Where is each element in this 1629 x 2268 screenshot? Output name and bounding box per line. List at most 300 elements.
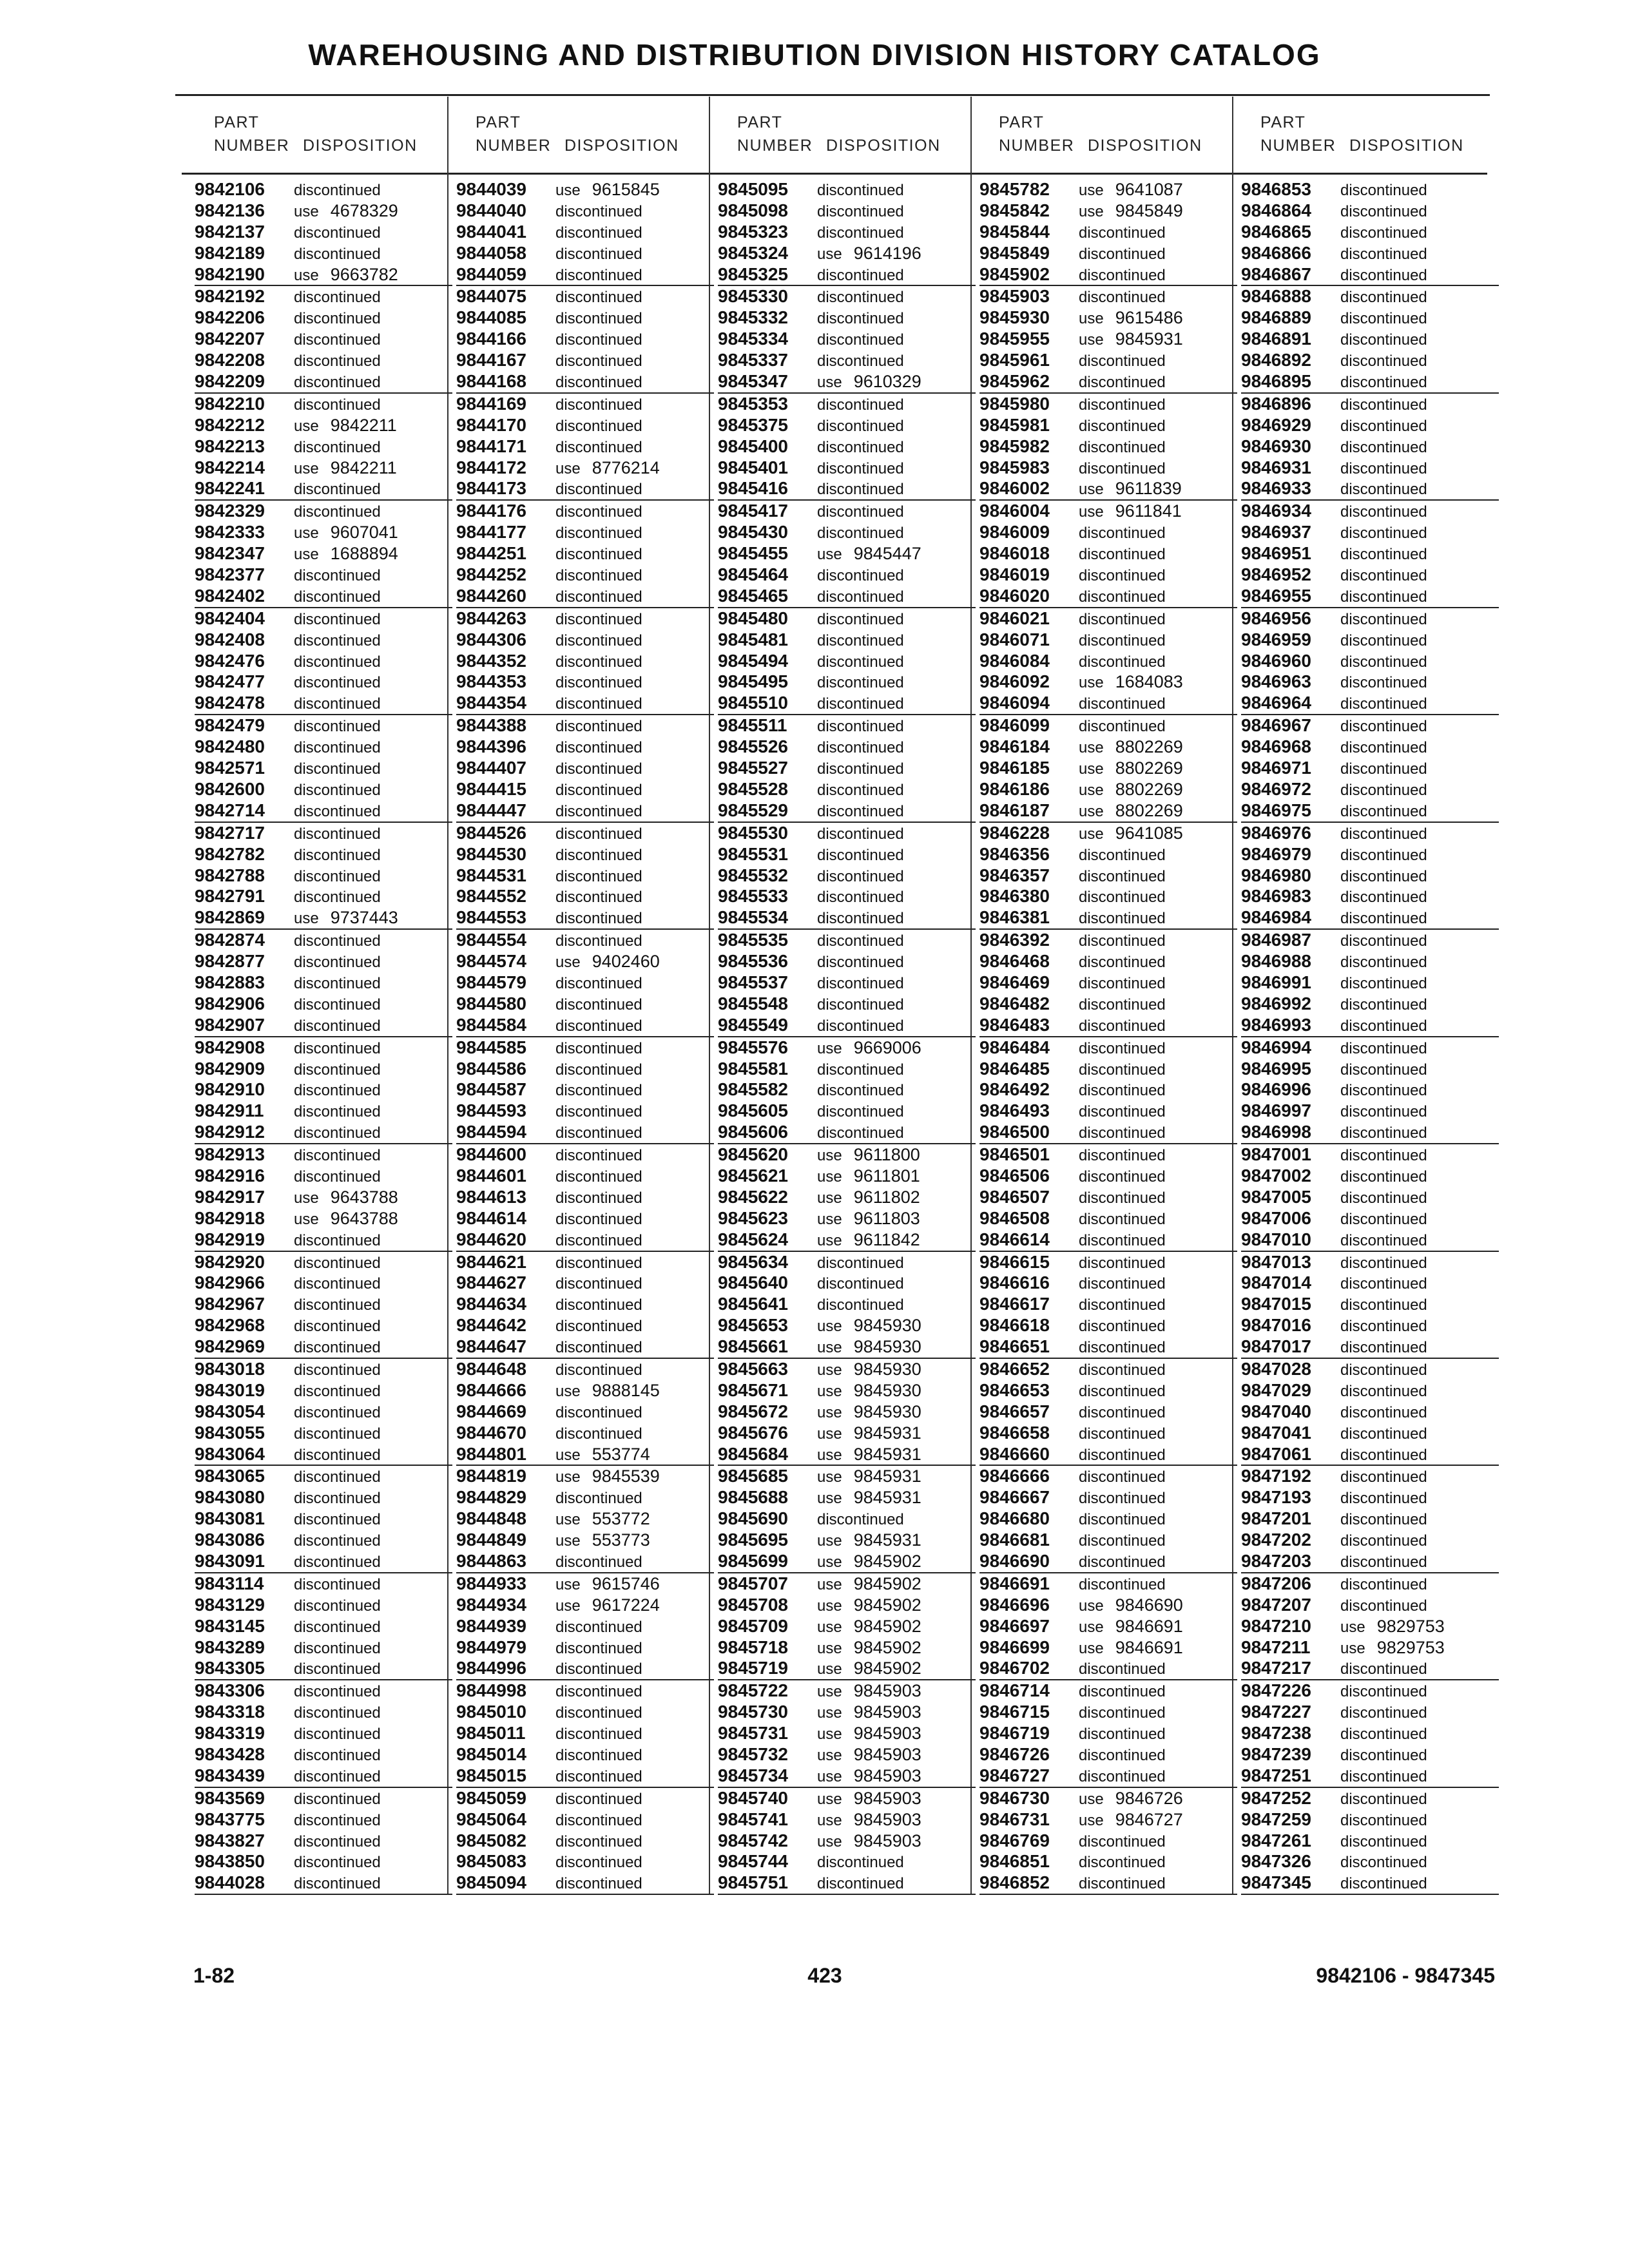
part-number: 9845640 bbox=[718, 1273, 789, 1293]
catalog-entry bbox=[195, 1573, 452, 1595]
catalog-entry bbox=[1241, 800, 1499, 823]
part-number: 9846615 bbox=[979, 1251, 1050, 1272]
catalog-entry bbox=[718, 1723, 976, 1744]
part-number: 9843114 bbox=[195, 1573, 264, 1593]
part-number: 9842869 bbox=[195, 907, 265, 928]
part-number: 9843055 bbox=[195, 1422, 265, 1443]
part-number: 9845094 bbox=[456, 1872, 527, 1893]
disposition: discontinued bbox=[1079, 1124, 1166, 1142]
disposition: discontinued bbox=[1079, 1296, 1166, 1314]
disposition: discontinued bbox=[555, 1875, 642, 1893]
catalog-entry bbox=[195, 1401, 452, 1423]
catalog-entry bbox=[195, 1315, 452, 1336]
disposition: discontinued bbox=[1340, 1382, 1427, 1400]
disposition: discontinued bbox=[1079, 567, 1166, 585]
catalog-entry bbox=[979, 1229, 1237, 1252]
catalog-entry bbox=[979, 865, 1237, 887]
catalog-entry bbox=[195, 1273, 452, 1294]
part-number: 9845955 bbox=[979, 329, 1050, 349]
part-number: 9846381 bbox=[979, 907, 1050, 928]
disposition: use bbox=[555, 182, 581, 199]
part-number: 9845734 bbox=[718, 1765, 789, 1785]
disposition: discontinued bbox=[817, 503, 904, 521]
catalog-entry bbox=[718, 478, 976, 501]
part-number: 9844554 bbox=[456, 930, 527, 950]
footer-page-number: 423 bbox=[807, 1964, 842, 1987]
disposition: discontinued bbox=[1340, 1061, 1427, 1079]
replacement-part-number: 8802269 bbox=[1115, 779, 1183, 799]
replacement-part-number: 9845903 bbox=[853, 1702, 921, 1722]
catalog-entry bbox=[718, 1872, 976, 1895]
catalog-entry bbox=[195, 715, 452, 736]
header-number-label: NUMBER bbox=[214, 137, 290, 155]
part-number: 9846933 bbox=[1241, 478, 1312, 499]
replacement-part-number: 9737443 bbox=[330, 908, 398, 928]
part-number: 9846853 bbox=[1241, 179, 1312, 199]
disposition: use bbox=[1079, 310, 1104, 328]
disposition: discontinued bbox=[294, 674, 381, 692]
catalog-entry bbox=[195, 671, 452, 693]
catalog-entry bbox=[1241, 715, 1499, 736]
catalog-entry bbox=[456, 1702, 714, 1723]
catalog-entry bbox=[195, 779, 452, 800]
replacement-part-number: 9845930 bbox=[853, 1380, 921, 1400]
part-number: 9846004 bbox=[979, 501, 1050, 521]
part-number: 9842408 bbox=[195, 629, 265, 649]
disposition: discontinued bbox=[1079, 396, 1166, 414]
catalog-entry bbox=[718, 1336, 976, 1359]
disposition: discontinued bbox=[1079, 1318, 1166, 1336]
part-number: 9846002 bbox=[979, 478, 1050, 499]
part-number: 9847201 bbox=[1241, 1508, 1312, 1529]
replacement-part-number: 9845903 bbox=[853, 1809, 921, 1829]
disposition: discontinued bbox=[555, 1318, 642, 1336]
catalog-entry bbox=[1241, 1100, 1499, 1122]
disposition: discontinued bbox=[1079, 932, 1166, 950]
part-number: 9843019 bbox=[195, 1379, 265, 1400]
disposition: discontinued bbox=[1340, 1147, 1427, 1165]
part-number: 9846727 bbox=[979, 1765, 1050, 1785]
catalog-entry bbox=[1241, 1616, 1499, 1637]
disposition: discontinued bbox=[555, 974, 642, 992]
catalog-entry bbox=[195, 1079, 452, 1100]
disposition: use bbox=[817, 1039, 842, 1057]
disposition: use bbox=[1079, 1811, 1104, 1829]
catalog-entry bbox=[718, 200, 976, 222]
disposition: discontinued bbox=[294, 825, 381, 843]
part-number: 9842571 bbox=[195, 758, 265, 778]
part-number: 9845532 bbox=[718, 865, 789, 885]
entries-column-5 bbox=[1241, 179, 1499, 1895]
catalog-entry bbox=[456, 972, 714, 994]
disposition: discontinued bbox=[294, 1318, 381, 1336]
disposition: discontinued bbox=[1079, 1061, 1166, 1079]
catalog-entry bbox=[195, 243, 452, 264]
catalog-entry bbox=[1241, 1765, 1499, 1788]
part-number: 9846971 bbox=[1241, 758, 1312, 778]
replacement-part-number: 9845931 bbox=[853, 1444, 921, 1464]
disposition: use bbox=[817, 1811, 842, 1829]
catalog-entry bbox=[1241, 501, 1499, 522]
disposition: use bbox=[1079, 781, 1104, 799]
part-number: 9846895 bbox=[1241, 371, 1312, 392]
part-number: 9846484 bbox=[979, 1037, 1050, 1057]
part-number: 9842969 bbox=[195, 1336, 265, 1357]
part-number: 9844580 bbox=[456, 993, 527, 1014]
catalog-entry bbox=[456, 200, 714, 222]
catalog-entry bbox=[718, 522, 976, 543]
catalog-entry bbox=[718, 543, 976, 564]
part-number: 9844666 bbox=[456, 1379, 527, 1400]
part-number: 9842377 bbox=[195, 564, 265, 585]
replacement-part-number: 8802269 bbox=[1115, 758, 1183, 778]
header-disposition-label: DISPOSITION bbox=[826, 137, 941, 155]
disposition: discontinued bbox=[555, 1639, 642, 1657]
part-number: 9844058 bbox=[456, 242, 527, 263]
catalog-entry bbox=[456, 1401, 714, 1423]
disposition: discontinued bbox=[555, 1704, 642, 1722]
disposition: discontinued bbox=[1079, 546, 1166, 564]
catalog-entry bbox=[456, 1831, 714, 1852]
part-number: 9846018 bbox=[979, 543, 1050, 564]
disposition: discontinued bbox=[294, 310, 381, 328]
disposition: discontinued bbox=[1340, 310, 1427, 328]
disposition: discontinued bbox=[1079, 1382, 1166, 1400]
part-number: 9842479 bbox=[195, 715, 265, 736]
part-number: 9845465 bbox=[718, 585, 789, 606]
catalog-entry bbox=[1241, 1423, 1499, 1444]
catalog-entry bbox=[1241, 1059, 1499, 1080]
disposition: discontinued bbox=[1340, 481, 1427, 499]
part-number: 9844979 bbox=[456, 1637, 527, 1657]
part-number: 9845098 bbox=[718, 200, 789, 220]
catalog-entry bbox=[1241, 1595, 1499, 1616]
replacement-part-number: 9845930 bbox=[853, 1316, 921, 1336]
disposition: discontinued bbox=[817, 867, 904, 885]
disposition: discontinued bbox=[1340, 1468, 1427, 1486]
part-number: 9845010 bbox=[456, 1702, 527, 1722]
part-number: 9844252 bbox=[456, 564, 527, 585]
part-number: 9843091 bbox=[195, 1551, 265, 1571]
catalog-entry bbox=[195, 865, 452, 887]
part-number: 9846984 bbox=[1241, 907, 1312, 928]
replacement-part-number: 9846691 bbox=[1115, 1616, 1183, 1636]
disposition: use bbox=[817, 1446, 842, 1464]
disposition: discontinued bbox=[1340, 889, 1427, 907]
disposition: use bbox=[817, 1532, 842, 1550]
catalog-entry bbox=[718, 1616, 976, 1637]
catalog-entry bbox=[1241, 736, 1499, 758]
part-number: 9846964 bbox=[1241, 693, 1312, 713]
part-number: 9846469 bbox=[979, 972, 1050, 992]
catalog-entry bbox=[979, 608, 1237, 629]
disposition: discontinued bbox=[817, 1017, 904, 1035]
replacement-part-number: 9845902 bbox=[853, 1595, 921, 1615]
catalog-entry bbox=[195, 608, 452, 629]
disposition: discontinued bbox=[1079, 1361, 1166, 1379]
catalog-entry bbox=[195, 1166, 452, 1187]
part-number: 9844863 bbox=[456, 1551, 527, 1571]
part-number: 9846929 bbox=[1241, 414, 1312, 435]
catalog-entry bbox=[718, 1229, 976, 1252]
catalog-entry bbox=[718, 736, 976, 758]
catalog-entry bbox=[718, 1359, 976, 1380]
header-part-label: PART bbox=[1260, 113, 1306, 131]
part-number: 9844306 bbox=[456, 629, 527, 649]
part-number: 9846506 bbox=[979, 1165, 1050, 1186]
disposition: discontinued bbox=[555, 374, 642, 392]
part-number: 9845653 bbox=[718, 1315, 789, 1336]
catalog-entry bbox=[718, 1637, 976, 1658]
part-number: 9845722 bbox=[718, 1680, 789, 1701]
disposition: discontinued bbox=[1340, 1361, 1427, 1379]
part-number: 9842137 bbox=[195, 221, 265, 242]
catalog-entry bbox=[979, 1723, 1237, 1744]
part-number: 9844801 bbox=[456, 1443, 527, 1464]
part-number: 9842206 bbox=[195, 307, 265, 328]
part-number: 9846483 bbox=[979, 1014, 1050, 1035]
header-number-label: NUMBER bbox=[476, 137, 552, 155]
disposition: discontinued bbox=[1340, 653, 1427, 671]
part-number: 9844447 bbox=[456, 800, 527, 820]
disposition: discontinued bbox=[294, 224, 381, 242]
part-number: 9844587 bbox=[456, 1079, 527, 1100]
disposition: discontinued bbox=[1340, 781, 1427, 799]
disposition: discontinued bbox=[1079, 1082, 1166, 1100]
disposition: discontinued bbox=[817, 889, 904, 907]
catalog-entry bbox=[979, 1744, 1237, 1765]
catalog-entry bbox=[979, 1809, 1237, 1831]
catalog-entry bbox=[718, 1294, 976, 1315]
part-number: 9847061 bbox=[1241, 1443, 1312, 1464]
disposition: discontinued bbox=[555, 310, 642, 328]
disposition: discontinued bbox=[1340, 1660, 1427, 1678]
catalog-entry bbox=[1241, 1680, 1499, 1702]
part-number: 9842919 bbox=[195, 1229, 265, 1249]
disposition: discontinued bbox=[1340, 1017, 1427, 1035]
part-number: 9846864 bbox=[1241, 200, 1312, 220]
disposition: discontinued bbox=[1079, 1425, 1166, 1443]
disposition: discontinued bbox=[294, 1553, 381, 1571]
catalog-entry bbox=[718, 608, 976, 629]
catalog-entry bbox=[195, 629, 452, 651]
catalog-entry bbox=[979, 543, 1237, 564]
part-number: 9845621 bbox=[718, 1165, 789, 1186]
part-number: 9843064 bbox=[195, 1443, 265, 1464]
disposition: discontinued bbox=[1340, 396, 1427, 414]
part-number: 9847016 bbox=[1241, 1315, 1312, 1336]
replacement-part-number: 9842211 bbox=[330, 415, 397, 435]
disposition: discontinued bbox=[1340, 374, 1427, 392]
disposition: discontinued bbox=[1079, 1575, 1166, 1593]
disposition: discontinued bbox=[1340, 1189, 1427, 1207]
disposition: discontinued bbox=[294, 1811, 381, 1829]
part-number: 9845961 bbox=[979, 350, 1050, 370]
disposition: discontinued bbox=[294, 1532, 381, 1550]
part-number: 9845401 bbox=[718, 457, 789, 477]
part-number: 9844169 bbox=[456, 393, 527, 414]
part-number: 9843289 bbox=[195, 1637, 265, 1657]
catalog-entry bbox=[718, 715, 976, 736]
disposition: discontinued bbox=[1079, 1704, 1166, 1722]
catalog-entry bbox=[718, 1380, 976, 1401]
disposition: use bbox=[817, 1704, 842, 1722]
disposition: discontinued bbox=[817, 567, 904, 585]
disposition: use bbox=[294, 546, 319, 564]
disposition: discontinued bbox=[1079, 266, 1166, 284]
catalog-entry bbox=[195, 651, 452, 672]
part-number: 9845582 bbox=[718, 1079, 789, 1100]
part-number: 9846666 bbox=[979, 1466, 1050, 1486]
catalog-entry bbox=[1241, 1744, 1499, 1765]
part-number: 9845708 bbox=[718, 1594, 789, 1615]
catalog-entry bbox=[979, 715, 1237, 736]
disposition: discontinued bbox=[294, 889, 381, 907]
part-number: 9845015 bbox=[456, 1765, 527, 1785]
catalog-entry bbox=[1241, 951, 1499, 972]
part-number: 9845064 bbox=[456, 1809, 527, 1829]
disposition: discontinued bbox=[294, 1382, 381, 1400]
replacement-part-number: 9845930 bbox=[853, 1337, 921, 1357]
catalog-entry bbox=[979, 651, 1237, 672]
catalog-entry bbox=[979, 736, 1237, 758]
part-number: 9845623 bbox=[718, 1207, 789, 1228]
disposition: use bbox=[555, 459, 581, 477]
disposition: discontinued bbox=[294, 974, 381, 992]
part-number: 9845530 bbox=[718, 822, 789, 843]
part-number: 9846468 bbox=[979, 951, 1050, 972]
disposition: use bbox=[555, 954, 581, 972]
catalog-entry bbox=[718, 394, 976, 415]
disposition: discontinued bbox=[294, 1854, 381, 1872]
part-number: 9843086 bbox=[195, 1530, 265, 1550]
footer-date: 1-82 bbox=[193, 1964, 235, 1987]
disposition: discontinued bbox=[555, 739, 642, 757]
disposition: discontinued bbox=[1340, 1339, 1427, 1357]
disposition: use bbox=[817, 1597, 842, 1615]
disposition: discontinued bbox=[294, 503, 381, 521]
catalog-entry bbox=[979, 501, 1237, 522]
disposition: discontinued bbox=[1079, 1210, 1166, 1228]
catalog-entry bbox=[456, 501, 714, 522]
disposition: discontinued bbox=[555, 1811, 642, 1829]
part-number: 9844166 bbox=[456, 329, 527, 349]
part-number: 9845844 bbox=[979, 221, 1050, 242]
part-number: 9845962 bbox=[979, 371, 1050, 392]
part-number: 9846992 bbox=[1241, 993, 1312, 1014]
disposition: discontinued bbox=[294, 352, 381, 370]
catalog-entry bbox=[1241, 1166, 1499, 1187]
disposition: use bbox=[817, 1339, 842, 1357]
catalog-entry bbox=[718, 1122, 976, 1144]
disposition: discontinued bbox=[1079, 1254, 1166, 1272]
part-number: 9844176 bbox=[456, 501, 527, 521]
part-number: 9846616 bbox=[979, 1273, 1050, 1293]
header-part-label: PART bbox=[214, 113, 260, 131]
part-number: 9847005 bbox=[1241, 1186, 1312, 1207]
part-number: 9844998 bbox=[456, 1680, 527, 1701]
catalog-entry bbox=[1241, 1359, 1499, 1380]
catalog-entry bbox=[195, 907, 452, 930]
disposition: discontinued bbox=[1079, 459, 1166, 477]
part-number: 9847193 bbox=[1241, 1487, 1312, 1508]
catalog-entry bbox=[195, 951, 452, 972]
catalog-entry bbox=[979, 994, 1237, 1015]
catalog-entry bbox=[195, 307, 452, 329]
catalog-entry bbox=[195, 350, 452, 371]
catalog-entry bbox=[979, 1831, 1237, 1852]
catalog-entry bbox=[1241, 1466, 1499, 1487]
part-number: 9847040 bbox=[1241, 1401, 1312, 1421]
disposition: discontinued bbox=[1079, 1168, 1166, 1186]
disposition: discontinued bbox=[294, 1875, 381, 1893]
catalog-entry bbox=[979, 1466, 1237, 1487]
part-number: 9845536 bbox=[718, 951, 789, 972]
part-number: 9845334 bbox=[718, 329, 789, 349]
catalog-entry bbox=[979, 1294, 1237, 1315]
part-number: 9845849 bbox=[979, 242, 1050, 263]
catalog-entry bbox=[718, 693, 976, 715]
disposition: discontinued bbox=[1079, 1189, 1166, 1207]
catalog-entry bbox=[718, 1702, 976, 1723]
catalog-entry bbox=[456, 394, 714, 415]
disposition: use bbox=[555, 1575, 581, 1593]
part-number: 9845688 bbox=[718, 1487, 789, 1508]
catalog-entry bbox=[195, 1294, 452, 1315]
catalog-entry bbox=[718, 286, 976, 307]
catalog-entry bbox=[1241, 1401, 1499, 1423]
catalog-entry bbox=[979, 1122, 1237, 1144]
catalog-entry bbox=[1241, 457, 1499, 479]
part-number: 9844352 bbox=[456, 650, 527, 671]
catalog-entry bbox=[718, 886, 976, 907]
part-number: 9844829 bbox=[456, 1487, 527, 1508]
part-number: 9842917 bbox=[195, 1186, 265, 1207]
disposition: discontinued bbox=[555, 932, 642, 950]
disposition: discontinued bbox=[1340, 289, 1427, 307]
part-number: 9846891 bbox=[1241, 329, 1312, 349]
catalog-entry bbox=[456, 1380, 714, 1401]
catalog-entry bbox=[718, 1059, 976, 1080]
disposition: discontinued bbox=[294, 1597, 381, 1615]
catalog-entry bbox=[195, 1359, 452, 1380]
part-number: 9842402 bbox=[195, 585, 265, 606]
disposition: discontinued bbox=[1340, 202, 1427, 220]
catalog-entry bbox=[195, 1144, 452, 1166]
catalog-entry bbox=[979, 1037, 1237, 1059]
disposition: discontinued bbox=[1079, 245, 1166, 263]
part-number: 9842913 bbox=[195, 1144, 265, 1165]
part-number: 9846507 bbox=[979, 1186, 1050, 1207]
replacement-part-number: 9846691 bbox=[1115, 1637, 1183, 1657]
disposition: discontinued bbox=[555, 503, 642, 521]
catalog-entry bbox=[195, 1551, 452, 1573]
catalog-entry bbox=[456, 286, 714, 307]
part-number: 9846714 bbox=[979, 1680, 1050, 1701]
part-number: 9842192 bbox=[195, 286, 265, 307]
catalog-entry bbox=[195, 1466, 452, 1487]
disposition: discontinued bbox=[1340, 1854, 1427, 1872]
disposition: discontinued bbox=[294, 1039, 381, 1057]
entries-column-2 bbox=[456, 179, 714, 1895]
part-number: 9845430 bbox=[718, 522, 789, 543]
catalog-entry bbox=[195, 329, 452, 350]
disposition: discontinued bbox=[294, 1254, 381, 1272]
part-number: 9842210 bbox=[195, 393, 265, 414]
replacement-part-number: 1688894 bbox=[330, 544, 398, 564]
catalog-entry bbox=[456, 436, 714, 457]
part-number: 9846380 bbox=[979, 886, 1050, 907]
